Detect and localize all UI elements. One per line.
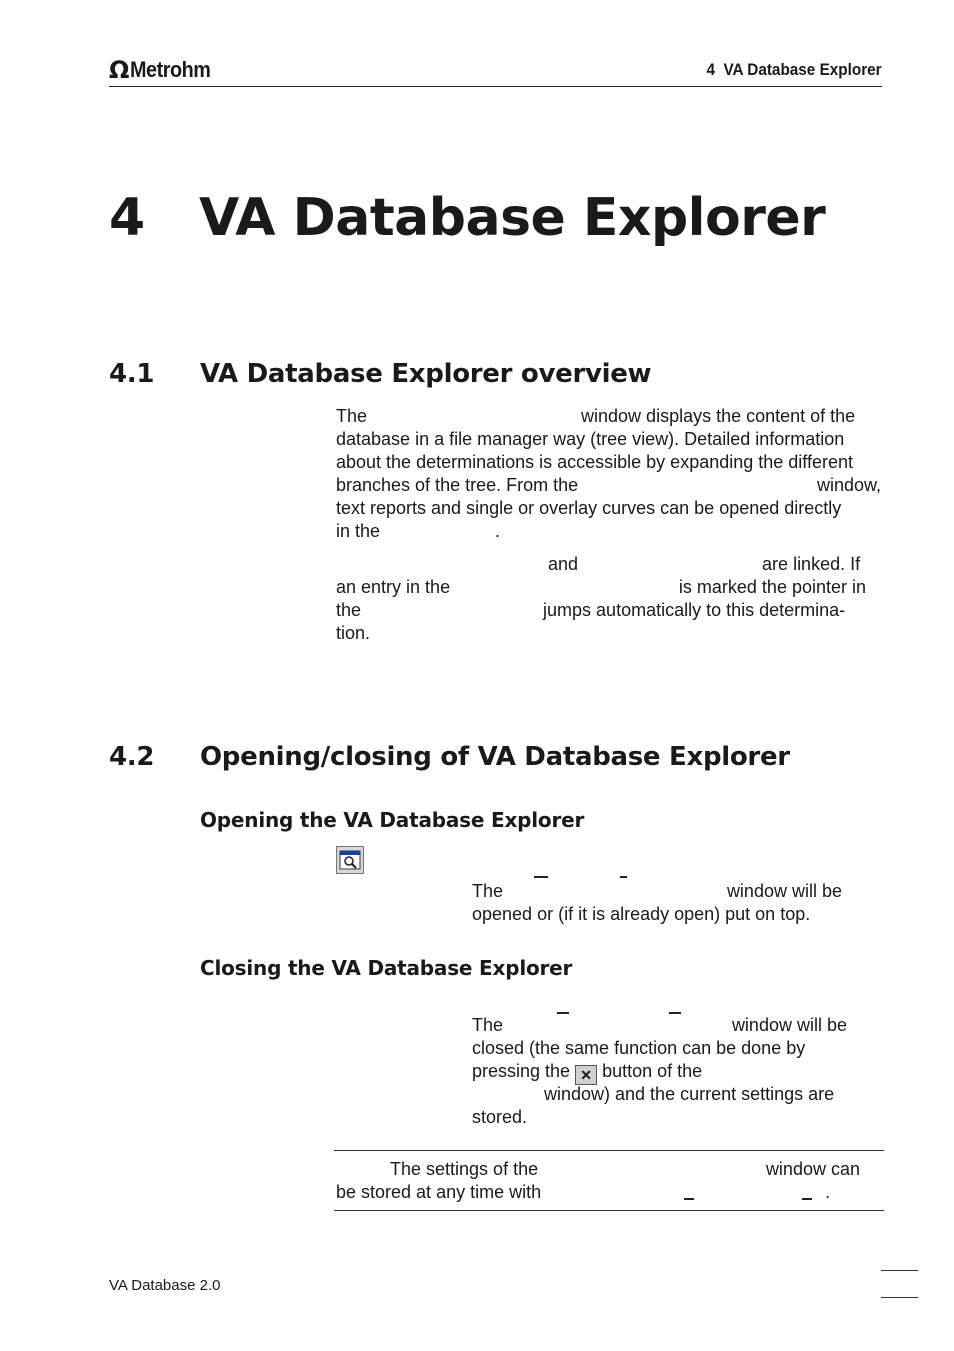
footer-rule (881, 1270, 918, 1271)
text: the (336, 600, 362, 620)
closing-description (472, 1014, 847, 1129)
text: in the (336, 521, 381, 541)
text: branches of the tree. From the (336, 475, 579, 495)
text: . (495, 521, 501, 541)
menu-underline-mark (802, 1198, 812, 1200)
text-line: tion. (336, 623, 371, 643)
text: window can (765, 1159, 860, 1179)
footer-product: VA Database 2.0 (109, 1277, 221, 1294)
text: The settings of the (390, 1159, 539, 1179)
menu-underline-mark (620, 876, 627, 878)
section-number: 4.1 (109, 359, 155, 389)
text: is marked the pointer in (678, 577, 866, 597)
text: The (472, 1015, 504, 1035)
chapter-title (109, 186, 825, 250)
note-rule-top (334, 1150, 884, 1151)
overview-paragraph-1 (336, 405, 881, 543)
section-title: Opening/closing of VA Database Explorer (200, 742, 790, 772)
text-line: about the determinations is accessible by expanding the different (336, 452, 853, 472)
text: button of the (602, 1061, 703, 1081)
text-line: closed (the same function can be done by (472, 1038, 806, 1058)
settings-note (336, 1158, 860, 1204)
text: window will be (726, 881, 842, 901)
section-4-1-heading (109, 358, 651, 390)
text-line: opened or (if it is already open) put on top. (472, 904, 811, 924)
metrohm-logo (109, 56, 220, 84)
text: window, (816, 475, 881, 495)
text-line: database in a file manager way (tree view). Detailed information (336, 429, 845, 449)
section-number: 4.2 (109, 742, 155, 772)
text: jumps automatically to this determina- (543, 600, 846, 620)
omega-logo-symbol: Ω (109, 56, 130, 84)
text-line: stored. (472, 1107, 528, 1127)
database-explorer-icon (339, 850, 361, 870)
text: window will be (731, 1015, 847, 1035)
closing-subheading: Closing the VA Database Explorer (200, 956, 573, 980)
menu-underline-mark (534, 876, 548, 878)
section-title: VA Database Explorer overview (200, 359, 652, 389)
footer-rule (881, 1297, 918, 1298)
opening-description (472, 880, 842, 926)
text-line: text reports and single or overlay curves can be opened directly (336, 498, 842, 518)
text: The (472, 881, 504, 901)
text: are linked. If (762, 554, 861, 574)
header-rule (109, 86, 882, 87)
text: The (336, 406, 368, 426)
text: and (548, 554, 579, 574)
text: window displays the content of the (581, 406, 856, 426)
text: . (825, 1182, 831, 1202)
chapter-title-text: VA Database Explorer (199, 188, 826, 248)
database-explorer-button[interactable] (336, 846, 364, 874)
text: an entry in the (336, 577, 451, 597)
text: be stored at any time with (336, 1182, 542, 1202)
overview-paragraph-2 (336, 553, 866, 645)
close-icon: ✕ (575, 1065, 597, 1085)
text: pressing the (472, 1061, 571, 1081)
menu-underline-mark (684, 1198, 694, 1200)
logo-text: Metrohm (130, 57, 211, 82)
section-4-2-heading (109, 741, 790, 773)
note-rule-bottom (334, 1210, 884, 1211)
opening-subheading: Opening the VA Database Explorer (200, 808, 585, 832)
chapter-number: 4 (109, 188, 145, 248)
running-header: 4 VA Database Explorer (706, 60, 882, 79)
text: window) and the current settings are (544, 1084, 835, 1104)
